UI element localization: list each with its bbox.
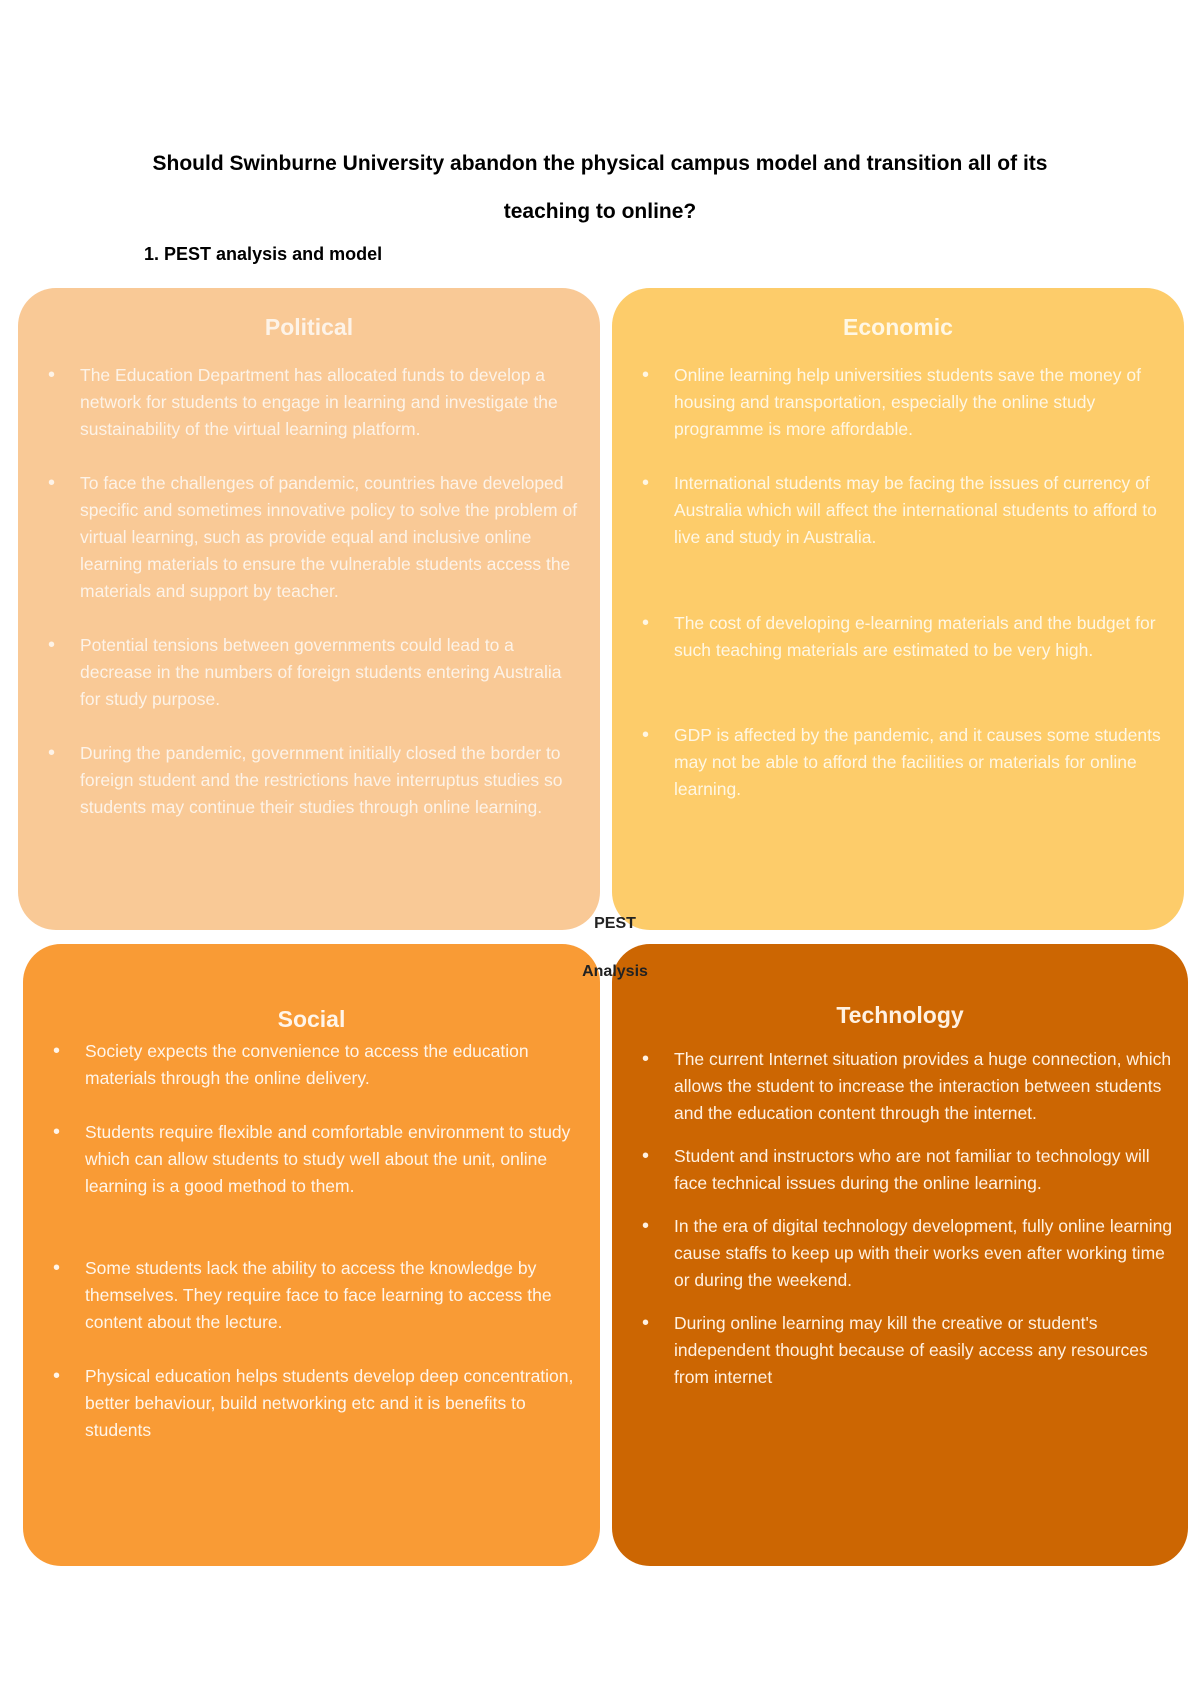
social-bullet: • Students require flexible and comfortable environment to study which can allow students to study well about the unit, online learning is a good method to them. bbox=[23, 1119, 583, 1200]
title-line-1: Should Swinburne University abandon the physical campus model and transition all of its bbox=[152, 152, 1048, 175]
political-quadrant bbox=[18, 288, 600, 930]
social-bullet: • Some students lack the ability to access the knowledge by themselves. They require face to face learning to access the content about the lecture. bbox=[23, 1255, 583, 1336]
social-bullet-list bbox=[23, 1038, 583, 1444]
economic-bullet: • Online learning help universities students save the money of housing and transportation, especially the online study programme is more affordable. bbox=[612, 362, 1172, 443]
economic-bullet: • GDP is affected by the pandemic, and it causes some students may not be able to afford the facilities or materials for online learning. bbox=[612, 722, 1172, 803]
technology-heading: Technology bbox=[836, 1002, 964, 1028]
pest-label-line-2: Analysis bbox=[582, 963, 648, 980]
social-bullet: • Physical education helps students develop deep concentration, better behaviour, build networking etc and it is benefits to students bbox=[23, 1363, 583, 1444]
title-line-2: teaching to online? bbox=[503, 200, 697, 223]
technology-bullet: • During online learning may kill the creative or student's independent thought because of easily access any resources from internet bbox=[612, 1310, 1178, 1391]
social-quadrant bbox=[23, 944, 600, 1566]
technology-bullet: • In the era of digital technology development, fully online learning cause staffs to keep up with their works even after working time or during the weekend. bbox=[612, 1213, 1178, 1294]
document-title bbox=[100, 140, 1100, 236]
political-bullet-list bbox=[18, 362, 578, 848]
political-heading: Political bbox=[264, 314, 354, 340]
political-bullet: • During the pandemic, government initially closed the border to foreign student and the restrictions have interruptus studies so students may continue their studies through online learning. bbox=[18, 740, 578, 821]
technology-bullet-list bbox=[612, 1046, 1178, 1407]
pest-label-line-1: PEST bbox=[594, 915, 636, 932]
economic-heading: Economic bbox=[843, 314, 953, 340]
economic-bullet: • The cost of developing e-learning materials and the budget for such teaching materials are estimated to be very high. bbox=[612, 610, 1172, 664]
pest-analysis-center-label bbox=[570, 900, 660, 996]
social-heading: Social bbox=[277, 1006, 346, 1032]
economic-bullet: • International students may be facing the issues of currency of Australia which will affect the international students to afford to live and study in Australia. bbox=[612, 470, 1172, 551]
political-bullet: • The Education Department has allocated funds to develop a network for students to engage in learning and investigate the sustainability of the virtual learning platform. bbox=[18, 362, 578, 443]
technology-bullet: • Student and instructors who are not familiar to technology will face technical issues during the online learning. bbox=[612, 1143, 1178, 1197]
political-bullet: • To face the challenges of pandemic, countries have developed specific and sometimes innovative policy to solve the problem of virtual learning, such as provide equal and inclusive online learning materials to ensure the vulnerable students access the materials and support by teacher. bbox=[18, 470, 578, 605]
section-heading bbox=[144, 244, 382, 265]
economic-quadrant bbox=[612, 288, 1184, 930]
technology-quadrant bbox=[612, 944, 1188, 1566]
economic-bullet-list bbox=[612, 362, 1172, 803]
social-bullet: • Society expects the convenience to access the education materials through the online delivery. bbox=[23, 1038, 583, 1092]
section-label: PEST analysis and model bbox=[164, 244, 383, 264]
section-number: 1. bbox=[144, 244, 160, 264]
political-bullet: • Potential tensions between governments could lead to a decrease in the numbers of foreign students entering Australia for study purpose. bbox=[18, 632, 578, 713]
technology-bullet: • The current Internet situation provides a huge connection, which allows the student to increase the interaction between students and the education content through the internet. bbox=[612, 1046, 1178, 1127]
